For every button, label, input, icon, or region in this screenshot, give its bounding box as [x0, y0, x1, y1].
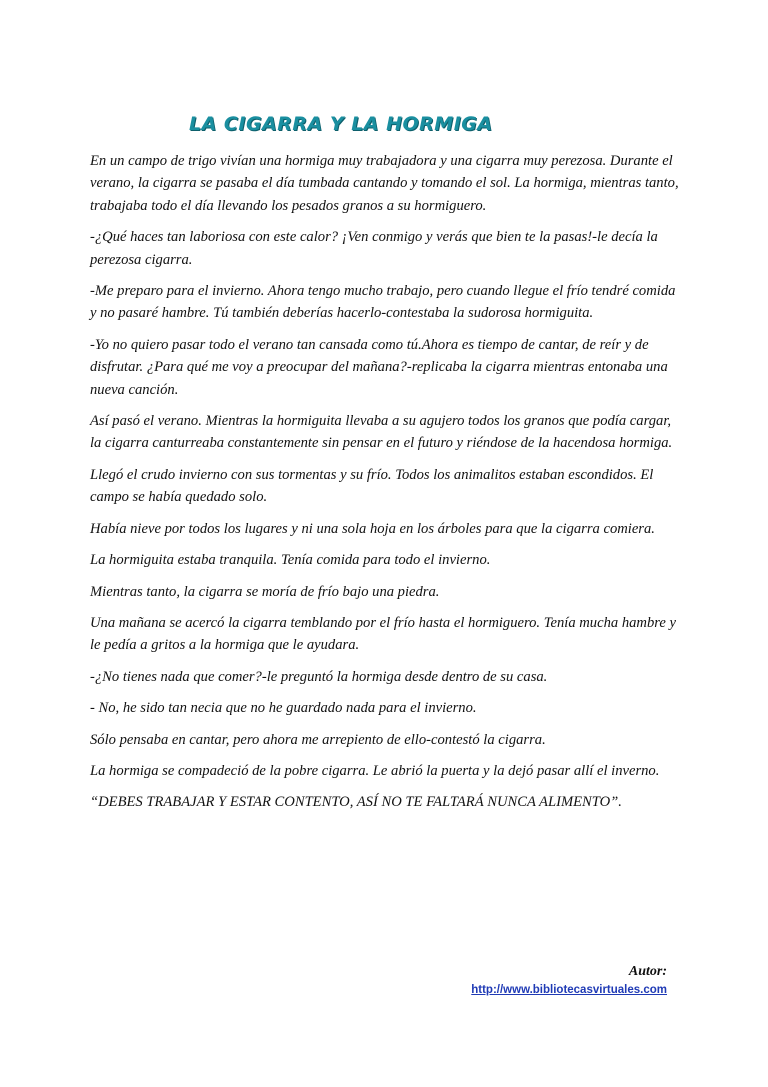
moral-quote: “DEBES TRABAJAR Y ESTAR CONTENTO, ASÍ NO TE FALTARÁ NUNCA ALIMENTO”. — [90, 794, 622, 811]
paragraph: - No, he sido tan necia que no he guardado nada para el invierno. — [90, 700, 477, 717]
source-link[interactable]: http://www.bibliotecasvirtuales.com — [471, 984, 667, 996]
paragraph: La hormiga se compadeció de la pobre cigarra. Le abrió la puerta y la dejó pasar allí el inverno. — [90, 762, 660, 779]
paragraph: Sólo pensaba en cantar, pero ahora me arrepiento de ello-contestó la cigarra. — [90, 731, 546, 748]
story-body — [90, 150, 680, 823]
page-title: LA CIGARRA Y LA HORMIGA — [189, 113, 493, 135]
paragraph: -Me preparo para el invierno. Ahora tengo mucho trabajo, pero cuando llegue el frío tendré comida y no pasaré hambre. Tú también deberías hacerlo-contestaba la sudorosa hormiguita. — [90, 283, 676, 322]
paragraph: Así pasó el verano. Mientras la hormiguita llevaba a su agujero todos los granos que podía cargar, la cigarra canturreaba constantemente sin pensar en el futuro y riéndose de la hacendosa hormiga. — [90, 413, 673, 452]
paragraph: Una mañana se acercó la cigarra temblando por el frío hasta el hormiguero. Tenía mucha hambre y le pedía a gritos a la hormiga que le ayudara. — [90, 614, 676, 654]
paragraph: Mientras tanto, la cigarra se moría de frío bajo una piedra. — [90, 583, 440, 600]
paragraph: Llegó el crudo invierno con sus tormentas y su frío. Todos los animalitos estaban escondidos. El campo se había quedado solo. — [90, 466, 654, 506]
paragraph: La hormiguita estaba tranquila. Tenía comida para todo el invierno. — [90, 552, 491, 569]
paragraph: -¿No tienes nada que comer?-le preguntó la hormiga desde dentro de su casa. — [90, 668, 548, 685]
paragraph: -¿Qué haces tan laboriosa con este calor? ¡Ven conmigo y verás que bien te la pasas!-le decía la perezosa cigarra. — [90, 229, 658, 268]
paragraph: Había nieve por todos los lugares y ni una sola hoja en los árboles para que la cigarra comiera. — [90, 520, 655, 537]
author-label: Autor: — [628, 964, 667, 979]
paragraph: -Yo no quiero pasar todo el verano tan cansada como tú.Ahora es tiempo de cantar, de reír y de disfrutar. ¿Para qué me voy a preocupar del mañana?-replicaba la cigarra mientras entonaba una nueva canción. — [90, 336, 668, 398]
paragraph: En un campo de trigo vivían una hormiga muy trabajadora y una cigarra muy perezosa. Durante el verano, la cigarra se pasaba el día tumbada cantando y tomando el sol. La hormiga, mientras tanto, trabajaba todo el día llevando los pesados granos a su hormiguero. — [90, 153, 679, 214]
